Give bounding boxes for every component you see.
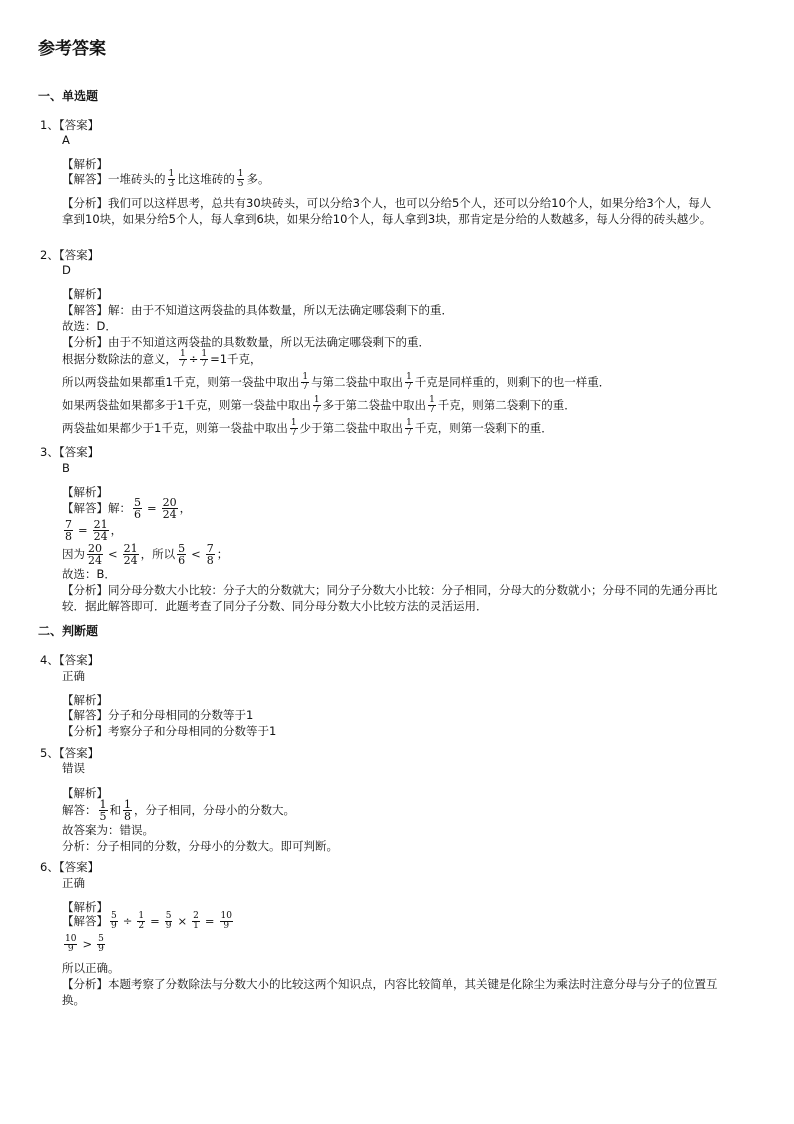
fraction-5-9: $\frac{5}{9}$ bbox=[98, 934, 104, 954]
fraction-21-24: $\frac{21}{24}$ bbox=[123, 542, 138, 567]
question-6-answer-label: 6、【答案】 bbox=[40, 860, 100, 874]
question-4-answer-label: 4、【答案】 bbox=[40, 653, 100, 667]
question-2-explanation: 【分析】由于不知道这两袋盐的具数数量，所以无法确定哪袋剩下的重． bbox=[62, 335, 430, 349]
question-6-solution-line-1: 【解答】 $\frac{5}{9}$ ÷ $\frac{1}{2}$ = $\frac{5}{9}$ × $\frac{2}{1}$ = $\frac{10}{9}$ bbox=[62, 911, 232, 931]
question-4-answer: 正确 bbox=[62, 669, 85, 683]
fraction-1-7: $\frac{1}{7}$ bbox=[429, 395, 435, 415]
question-6-conclusion: 所以正确。 bbox=[62, 961, 120, 975]
question-2-analysis-label: 【解析】 bbox=[62, 287, 108, 301]
question-5-answer-label: 5、【答案】 bbox=[40, 746, 100, 760]
question-1-solution: 【解答】一堆砖头的 $\frac{1}{3}$ 比这堆砖的 $\frac{1}{5}$ 多。 bbox=[62, 169, 270, 189]
question-3-solution-line-1: 【解答】解： $\frac{5}{6}$ = $\frac{20}{24}$ ， bbox=[62, 496, 192, 521]
question-2-line-b: 所以两袋盐如果都重1千克，则第一袋盐中取出 $\frac{1}{7}$ 与第二袋盐中取出 $\frac{1}{7}$ 千克是同样重的，则剩下的也一样重． bbox=[62, 372, 611, 392]
question-2-solution: 【解答】解：由于不知道这两袋盐的具体数量，所以无法确定哪袋剩下的重． bbox=[62, 303, 453, 317]
fraction-2-1: $\frac{2}{1}$ bbox=[193, 911, 199, 931]
fraction-1-8: $\frac{1}{8}$ bbox=[124, 798, 131, 823]
fraction-5-6: $\frac{5}{6}$ bbox=[134, 496, 141, 521]
question-2-line-d: 两袋盐如果都少于1千克，则第一袋盐中取出 $\frac{1}{7}$ 少于第二袋盐中取出 $\frac{1}{7}$ 千克，则第一袋剩下的重． bbox=[62, 418, 553, 438]
question-5-explanation: 分析：分子相同的分数，分母小的分数大。即可判断。 bbox=[62, 839, 338, 853]
fraction-20-24: $\frac{20}{24}$ bbox=[162, 496, 177, 521]
fraction-10-9: $\frac{10}{9}$ bbox=[220, 911, 232, 931]
question-1-analysis-label: 【解析】 bbox=[62, 157, 108, 171]
question-5-analysis-label: 【解析】 bbox=[62, 786, 108, 800]
question-3-solution-line-3: 因为 $\frac{20}{24}$ < $\frac{21}{24}$ ，所以 $\frac{5}{6}$ < $\frac{7}{8}$ ； bbox=[62, 542, 229, 567]
fraction-1-7: $\frac{1}{7}$ bbox=[302, 372, 309, 392]
fraction-1-3: $\frac{1}{3}$ bbox=[168, 169, 175, 189]
fraction-7-8: $\frac{7}{8}$ bbox=[65, 518, 72, 543]
question-6-analysis-label: 【解析】 bbox=[62, 900, 108, 914]
fraction-5-9: $\frac{5}{9}$ bbox=[165, 911, 172, 931]
fraction-1-2: $\frac{1}{2}$ bbox=[138, 911, 145, 931]
question-5-answer: 错误 bbox=[62, 761, 85, 775]
question-4-analysis-label: 【解析】 bbox=[62, 693, 108, 707]
question-1-answer: A bbox=[62, 133, 70, 147]
fraction-1-5: $\frac{1}{5}$ bbox=[99, 798, 107, 823]
fraction-5-6: $\frac{5}{6}$ bbox=[178, 542, 186, 567]
question-2-line-a: 根据分数除法的意义， $\frac{1}{7}$ ÷ $\frac{1}{7}$ =1千克， bbox=[62, 349, 262, 369]
question-2-choice: 故选：D． bbox=[62, 319, 117, 333]
fraction-7-8: $\frac{7}{8}$ bbox=[206, 542, 214, 567]
question-6-solution-line-2: $\frac{10}{9}$ > $\frac{5}{9}$ bbox=[65, 934, 104, 954]
fraction-5-9: $\frac{5}{9}$ bbox=[111, 911, 117, 931]
question-5-conclusion: 故答案为：错误。 bbox=[62, 823, 154, 837]
fraction-1-7: $\frac{1}{7}$ bbox=[180, 349, 186, 369]
fraction-20-24: $\frac{20}{24}$ bbox=[88, 542, 102, 567]
section-heading-true-false: 二、判断题 bbox=[38, 624, 99, 638]
fraction-21-24: $\frac{21}{24}$ bbox=[93, 518, 108, 543]
fraction-1-7: $\frac{1}{7}$ bbox=[313, 395, 320, 415]
question-6-explanation: 【分析】本题考察了分数除法与分数大小的比较这两个知识点，内容比较简单，其关键是化除尘为乘法时注意分母与分子的位置互换。 bbox=[62, 977, 718, 1007]
section-heading-single-choice: 一、单选题 bbox=[38, 89, 99, 103]
question-1-answer-label: 1、【答案】 bbox=[40, 118, 100, 132]
question-3-choice: 故选：B． bbox=[62, 567, 116, 581]
fraction-1-7: $\frac{1}{7}$ bbox=[406, 418, 412, 438]
question-3-explanation: 【分析】同分母分数大小比较：分子大的分数就大；同分子分数大小比较：分子相同，分母大的分数就小；分母不同的先通分再比较．据此解答即可．此题考查了同分子分数、同分母分数大小比较方法的灵活运用． bbox=[62, 583, 718, 613]
fraction-1-5: $\frac{1}{5}$ bbox=[237, 169, 244, 189]
question-4-explanation: 【分析】考察分子和分母相同的分数等于1 bbox=[62, 724, 277, 738]
question-3-answer-label: 3、【答案】 bbox=[40, 445, 100, 459]
question-2-answer-label: 2、【答案】 bbox=[40, 248, 100, 262]
page-title: 参考答案 bbox=[38, 39, 106, 59]
question-5-solution: 解答： $\frac{1}{5}$ 和 $\frac{1}{8}$ ，分子相同，分母小的分数大。 bbox=[62, 798, 295, 823]
question-3-analysis-label: 【解析】 bbox=[62, 485, 108, 499]
question-2-answer: D bbox=[62, 263, 71, 277]
fraction-10-9: $\frac{10}{9}$ bbox=[65, 934, 77, 954]
fraction-1-7: $\frac{1}{7}$ bbox=[406, 372, 412, 392]
question-2-line-c: 如果两袋盐如果都多于1千克，则第一袋盐中取出 $\frac{1}{7}$ 多于第二袋盐中取出 $\frac{1}{7}$ 千克，则第二袋剩下的重． bbox=[62, 395, 576, 415]
question-3-solution-line-2: $\frac{7}{8}$ = $\frac{21}{24}$ ， bbox=[65, 518, 123, 543]
question-6-answer: 正确 bbox=[62, 876, 85, 890]
fraction-1-7: $\frac{1}{7}$ bbox=[290, 418, 297, 438]
question-4-solution: 【解答】分子和分母相同的分数等于1 bbox=[62, 708, 254, 722]
question-1-explanation: 【分析】我们可以这样思考，总共有30块砖头，可以分给3个人，也可以分给5个人，还可以分给10个人，如果分给3个人，每人拿到10块，如果分给5个人，每人拿到6块，如果分给10个人，每人拿到3块，那肯定是分给的人数越多，每人分得的砖头越少。 bbox=[62, 196, 712, 226]
fraction-1-7: $\frac{1}{7}$ bbox=[201, 349, 208, 369]
question-3-answer: B bbox=[62, 461, 70, 475]
